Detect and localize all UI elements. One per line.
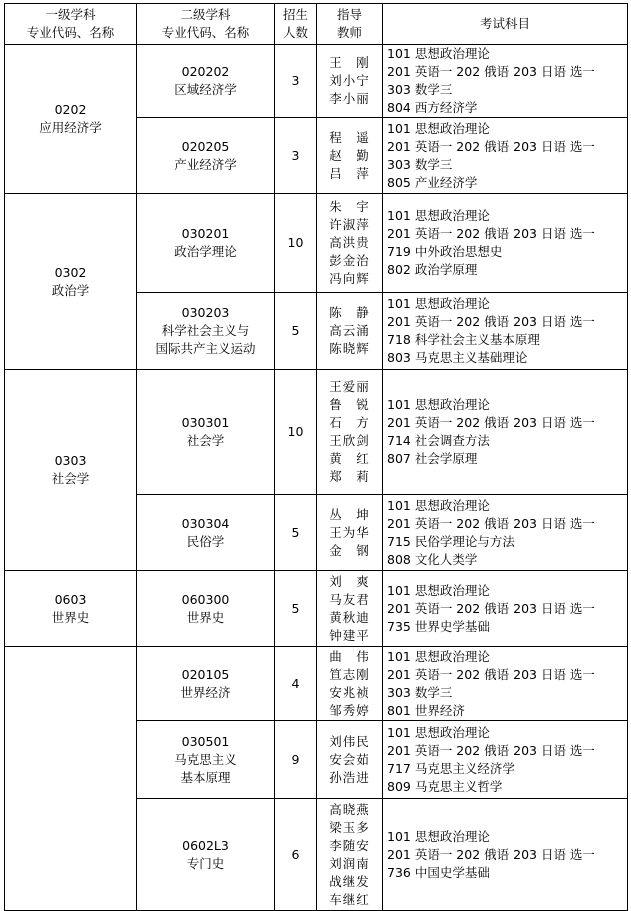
count-cell: 5: [275, 293, 317, 370]
admissions-table: [4, 3, 628, 911]
count-cell: 10: [275, 194, 317, 293]
count-cell: 5: [275, 495, 317, 571]
second-level-cell: 030501 马克思主义 基本原理: [137, 721, 275, 799]
exam-cell: 101 思想政治理论 201 英语一 202 俄语 203 日语 选一 715 民俗学理论与方法 808 文化人类学: [383, 495, 628, 571]
header-row: [5, 4, 628, 45]
table-row: [5, 571, 628, 647]
exam-cell: 101 思想政治理论 201 英语一 202 俄语 203 日语 选一 714 社会调查方法 807 社会学原理: [383, 370, 628, 495]
exam-cell: 101 思想政治理论 201 英语一 202 俄语 203 日语 选一 303 数学三 801 世界经济: [383, 647, 628, 721]
teacher-cell: 丛 坤 王为华 金 钢: [317, 495, 383, 571]
teacher-cell: 高晓燕 梁玉多 李随安 刘润南 战继发 车继红: [317, 799, 383, 911]
count-cell: 5: [275, 571, 317, 647]
count-cell: 4: [275, 647, 317, 721]
second-level-cell: 020202 区域经济学: [137, 45, 275, 118]
second-level-cell: 0602L3 专门史: [137, 799, 275, 911]
table-row: [5, 370, 628, 495]
teacher-cell: 王 刚 刘小宁 李小丽: [317, 45, 383, 118]
second-level-cell: 020205 产业经济学: [137, 118, 275, 194]
second-level-cell: 030203 科学社会主义与 国际共产主义运动: [137, 293, 275, 370]
first-level-cell: 0303 社会学: [5, 370, 137, 571]
teacher-cell: 曲 伟 笪志刚 安兆祯 邹秀婷: [317, 647, 383, 721]
count-cell: 9: [275, 721, 317, 799]
exam-cell: 101 思想政治理论 201 英语一 202 俄语 203 日语 选一 717 马克思主义经济学 809 马克思主义哲学: [383, 721, 628, 799]
exam-cell: 101 思想政治理论 201 英语一 202 俄语 203 日语 选一 303 数学三 805 产业经济学: [383, 118, 628, 194]
first-level-cell: 0302 政治学: [5, 194, 137, 370]
second-level-cell: 020105 世界经济: [137, 647, 275, 721]
second-level-cell: 030301 社会学: [137, 370, 275, 495]
count-cell: 6: [275, 799, 317, 911]
count-cell: 3: [275, 45, 317, 118]
first-level-cell: 0202 应用经济学: [5, 45, 137, 194]
first-level-cell: 0603 世界史: [5, 571, 137, 647]
teacher-cell: 陈 静 高云涌 陈晓辉: [317, 293, 383, 370]
table-row: [5, 45, 628, 118]
header-count: 招生 人数: [275, 4, 317, 45]
exam-cell: 101 思想政治理论 201 英语一 202 俄语 203 日语 选一 736 中国史学基础: [383, 799, 628, 911]
teacher-cell: 王爱丽 鲁 锐 石 方 王欣剑 黄 红 郑 莉: [317, 370, 383, 495]
table-row: [5, 647, 628, 721]
exam-cell: 101 思想政治理论 201 英语一 202 俄语 203 日语 选一 303 数学三 804 西方经济学: [383, 45, 628, 118]
header-exam: 考试科目: [383, 4, 628, 45]
teacher-cell: 朱 宇 许淑萍 高洪贵 彭金治 冯向辉: [317, 194, 383, 293]
first-level-cell: [5, 647, 137, 911]
teacher-cell: 刘 爽 马友君 黄秋迪 钟建平: [317, 571, 383, 647]
count-cell: 3: [275, 118, 317, 194]
header-first-level: 一级学科 专业代码、名称: [5, 4, 137, 45]
exam-cell: 101 思想政治理论 201 英语一 202 俄语 203 日语 选一 719 中外政治思想史 802 政治学原理: [383, 194, 628, 293]
second-level-cell: 030304 民俗学: [137, 495, 275, 571]
second-level-cell: 030201 政治学理论: [137, 194, 275, 293]
table-row: [5, 194, 628, 293]
exam-cell: 101 思想政治理论 201 英语一 202 俄语 203 日语 选一 718 科学社会主义基本原理 803 马克思主义基础理论: [383, 293, 628, 370]
header-second-level: 二级学科 专业代码、名称: [137, 4, 275, 45]
exam-cell: 101 思想政治理论 201 英语一 202 俄语 203 日语 选一 735 世界史学基础: [383, 571, 628, 647]
header-teacher: 指导 教师: [317, 4, 383, 45]
teacher-cell: 程 遥 赵 勤 吕 萍: [317, 118, 383, 194]
teacher-cell: 刘伟民 安会茹 孙浩进: [317, 721, 383, 799]
second-level-cell: 060300 世界史: [137, 571, 275, 647]
count-cell: 10: [275, 370, 317, 495]
